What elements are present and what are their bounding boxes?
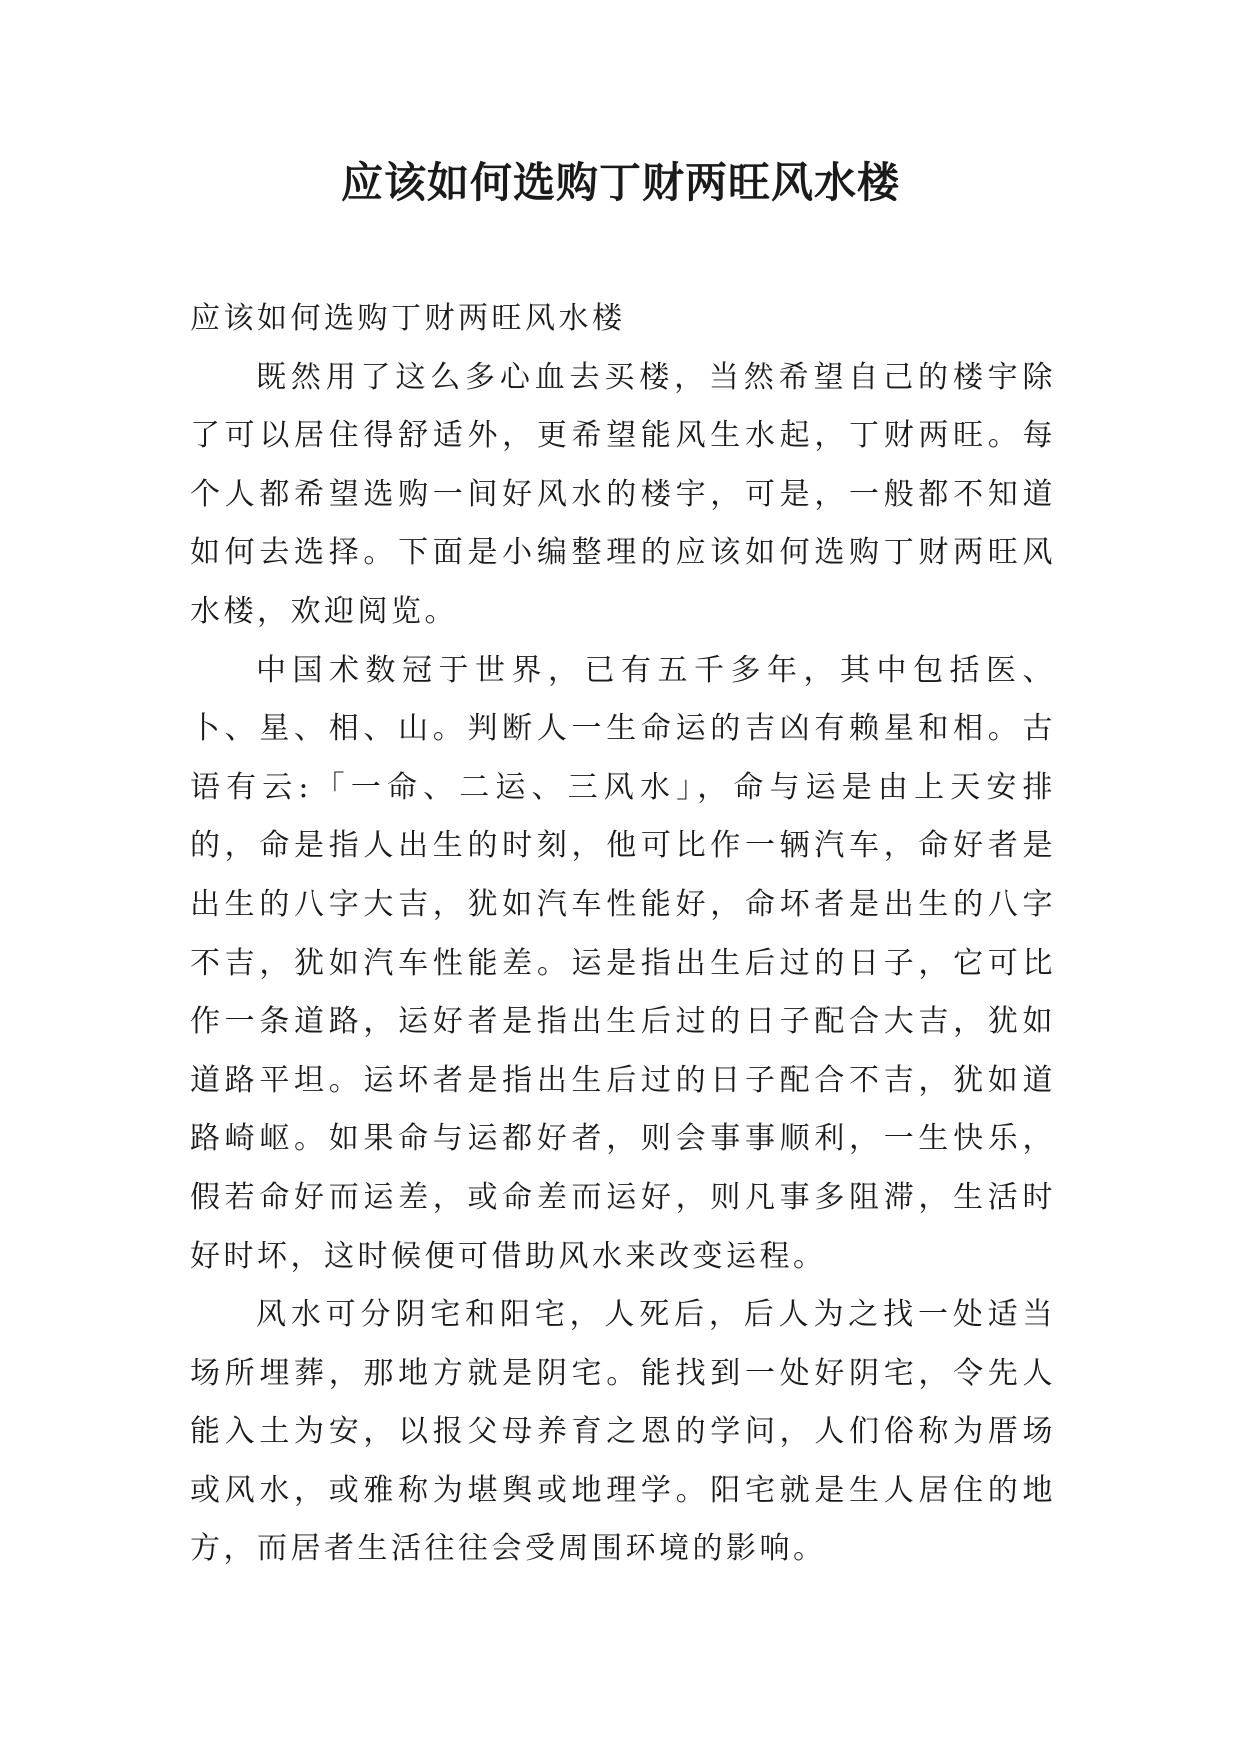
- document-body: [190, 290, 1056, 1579]
- yin-yang-house-paragraph: 风水可分阴宅和阳宅，人死后，后人为之找一处适当场所埋葬，那地方就是阴宅。能找到一处好阴宅，令先人能入土为安，以报父母养育之恩的学问，人们俗称为厝场或风水，或雅称为堪舆或地理学。阳宅就是生人居住的地方，而居者生活往往会受周围环境的影响。: [190, 1297, 1056, 1567]
- document-title: 应该如何选购丁财两旺风水楼: [340, 158, 900, 207]
- intro-paragraph: 既然用了这么多心血去买楼，当然希望自己的楼宇除了可以居住得舒适外，更希望能风生水起，丁财两旺。每个人都希望选购一间好风水的楼宇，可是，一般都不知道如何去选择。下面是小编整理的应该如何选购丁财两旺风水楼，欢迎阅览。: [190, 359, 1056, 629]
- subtitle-paragraph: 应该如何选购丁财两旺风水楼: [190, 301, 626, 336]
- fate-luck-paragraph: 中国术数冠于世界，已有五千多年，其中包括医、卜、星、相、山。判断人一生命运的吉凶有赖星和相。古语有云:「一命、二运、三风水」，命与运是由上天安排的，命是指人出生的时刻，他可比作一辆汽车，命好者是出生的八字大吉，犹如汽车性能好，命坏者是出生的八字不吉，犹如汽车性能差。运是指出生后过的日子，它可比作一条道路，运好者是指出生后过的日子配合大吉，犹如道路平坦。运坏者是指出生后过的日子配合不吉，犹如道路崎岖。如果命与运都好者，则会事事顺利，一生快乐，假若命好而运差，或命差而运好，则凡事多阻滞，生活时好时坏，这时候便可借助风水来改变运程。: [190, 652, 1056, 1274]
